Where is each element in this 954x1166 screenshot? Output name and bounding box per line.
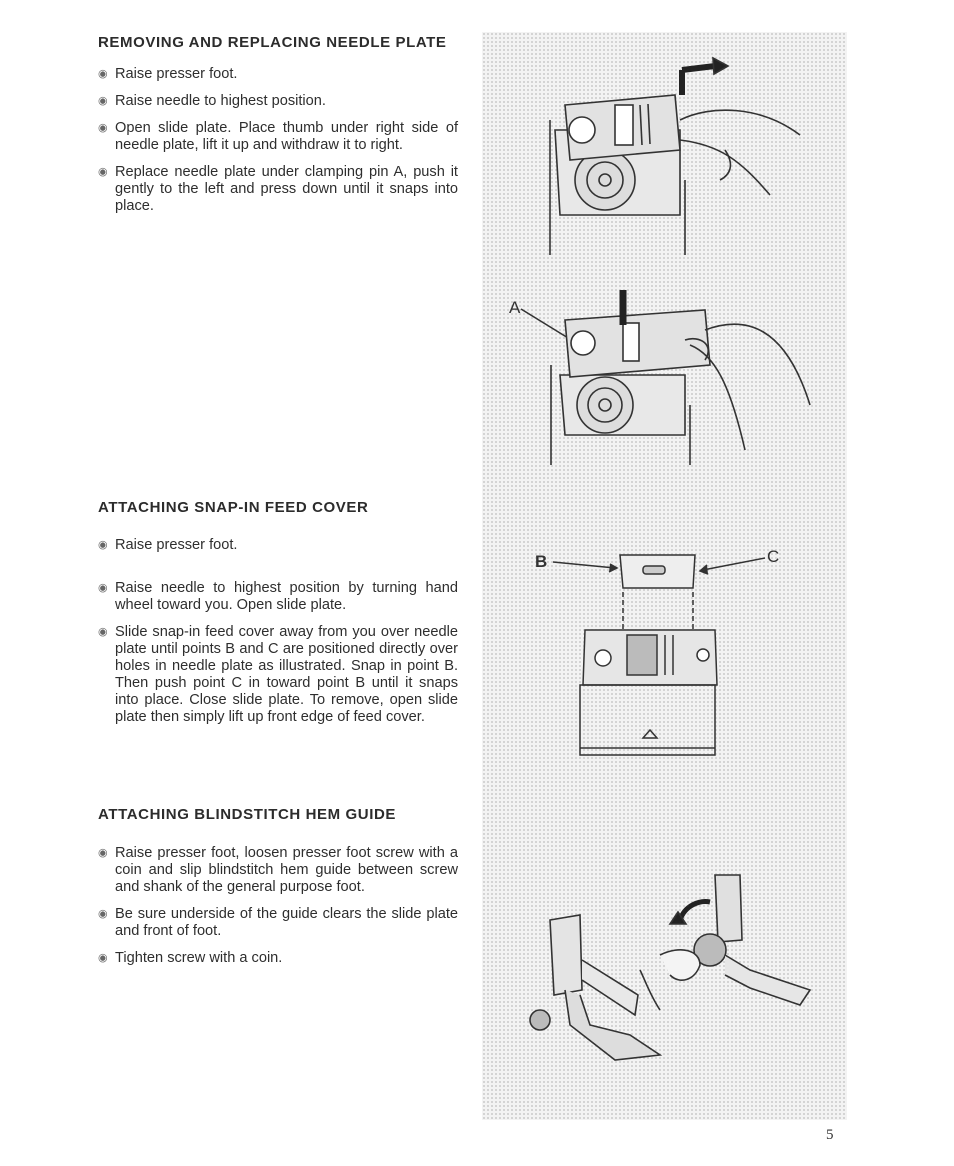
list-item: ◉ Slide snap-in feed cover away from you over needle plate until points B and C are positioned directly over holes in needle plate as illustrated. Snap in point B. Then push point C in toward point B until it snaps into place. Close slide plate. To remove, open slide plate then simply lift up front edge of feed cover. <box>98 624 458 725</box>
section-blindstitch-hem-guide <box>98 806 458 977</box>
list-item: ◉ Raise presser foot. <box>98 537 238 553</box>
list-item: ◉ Replace needle plate under clamping pin A, push it gently to the left and press down until it snaps into place. <box>98 164 458 214</box>
bullet-icon: ◉ <box>98 68 108 80</box>
section-title: REMOVING AND REPLACING NEEDLE PLATE <box>98 34 447 51</box>
bullet-icon: ◉ <box>98 626 108 638</box>
bullet-icon: ◉ <box>98 122 108 134</box>
section-snap-in-feed-cover <box>98 499 458 736</box>
bullet-icon: ◉ <box>98 166 108 178</box>
list-item: ◉ Raise presser foot. <box>98 66 238 82</box>
needle-plate-replace-illustration <box>505 285 825 470</box>
section-title: ATTACHING BLINDSTITCH HEM GUIDE <box>98 806 397 823</box>
page-number: 5 <box>826 1127 834 1143</box>
feed-cover-illustration <box>535 540 795 762</box>
instruction-list <box>98 845 458 967</box>
list-item: ◉ Raise needle to highest position by turning hand wheel toward you. Open slide plate. <box>98 580 458 613</box>
instruction-list <box>98 537 458 726</box>
list-item: ◉ Tighten screw with a coin. <box>98 950 283 966</box>
bullet-icon: ◉ <box>98 952 108 964</box>
figure-replace-needle-plate <box>505 285 825 470</box>
list-item: ◉ Be sure underside of the guide clears the slide plate and front of foot. <box>98 906 458 939</box>
bullet-icon: ◉ <box>98 847 108 859</box>
list-item: ◉ Raise needle to highest position. <box>98 93 326 109</box>
label-c: C <box>767 547 780 566</box>
bullet-icon: ◉ <box>98 539 108 551</box>
needle-plate-removal-illustration <box>530 50 830 260</box>
label-a: A <box>509 298 521 317</box>
figure-remove-needle-plate <box>530 50 830 260</box>
blindstitch-guide-illustration <box>520 860 830 1075</box>
bullet-icon: ◉ <box>98 582 108 594</box>
figure-blindstitch-guide <box>520 860 830 1075</box>
list-item: ◉ Raise presser foot, loosen presser foot screw with a coin and slip blindstitch hem guide between screw and shank of the general purpose foot. <box>98 845 458 895</box>
bullet-icon: ◉ <box>98 95 108 107</box>
section-title: ATTACHING SNAP-IN FEED COVER <box>98 499 369 516</box>
bullet-icon: ◉ <box>98 908 108 920</box>
figure-feed-cover <box>535 540 795 762</box>
list-item: ◉ Open slide plate. Place thumb under right side of needle plate, lift it up and withdraw it to right. <box>98 120 458 153</box>
instruction-list <box>98 66 458 215</box>
label-b: B <box>535 552 548 571</box>
section-removing-needle-plate <box>98 34 458 225</box>
